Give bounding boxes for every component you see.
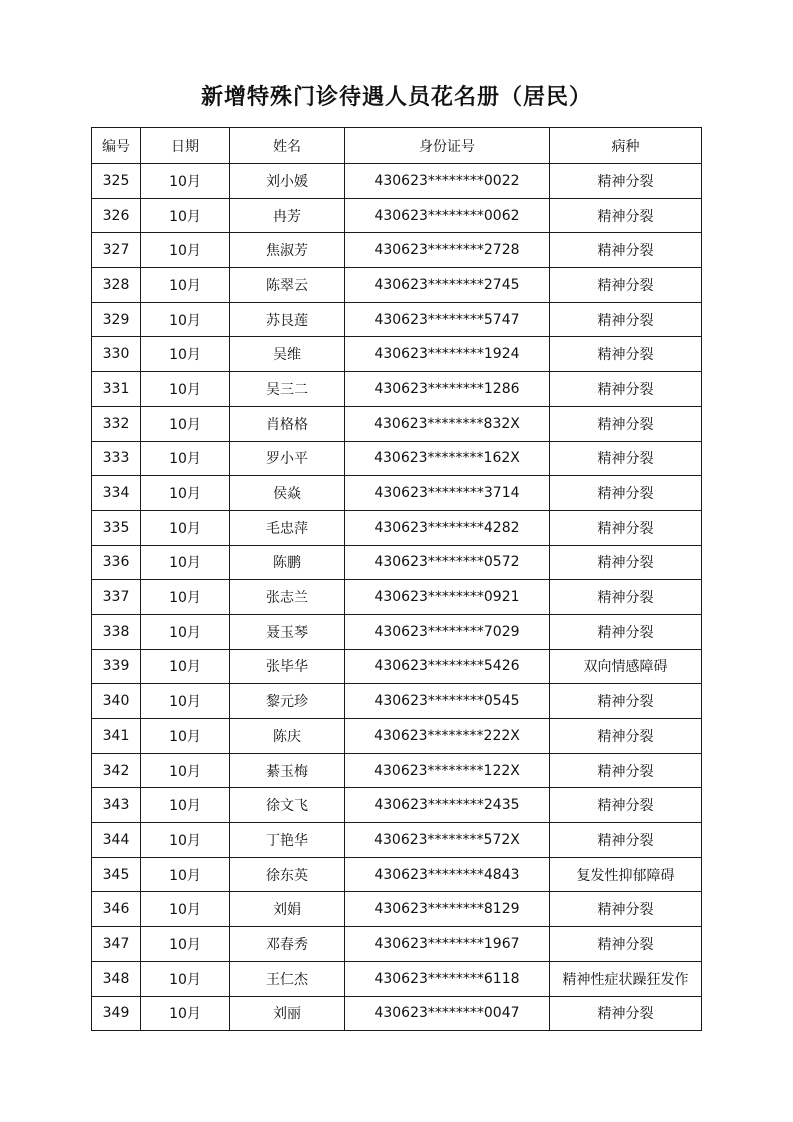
table-row <box>92 961 702 996</box>
cell-disease: 精神分裂 <box>550 927 702 962</box>
cell-disease: 精神分裂 <box>550 337 702 372</box>
cell-number: 341 <box>92 719 141 754</box>
cell-disease: 精神分裂 <box>550 545 702 580</box>
cell-date: 10月 <box>141 198 230 233</box>
table-row <box>92 337 702 372</box>
cell-number: 329 <box>92 302 141 337</box>
cell-number: 328 <box>92 268 141 303</box>
cell-name: 徐文飞 <box>230 788 345 823</box>
cell-id-number: 430623********8129 <box>345 892 550 927</box>
cell-name: 黎元珍 <box>230 684 345 719</box>
cell-date: 10月 <box>141 441 230 476</box>
cell-name: 张毕华 <box>230 649 345 684</box>
table-row <box>92 476 702 511</box>
table-row <box>92 198 702 233</box>
header-name: 姓名 <box>230 128 345 164</box>
cell-name: 陈鹏 <box>230 545 345 580</box>
cell-disease: 精神分裂 <box>550 580 702 615</box>
cell-number: 325 <box>92 164 141 199</box>
table-row <box>92 510 702 545</box>
cell-disease: 精神分裂 <box>550 892 702 927</box>
table-row <box>92 372 702 407</box>
cell-disease: 精神分裂 <box>550 510 702 545</box>
cell-name: 陈庆 <box>230 719 345 754</box>
cell-number: 346 <box>92 892 141 927</box>
cell-id-number: 430623********2728 <box>345 233 550 268</box>
cell-id-number: 430623********2435 <box>345 788 550 823</box>
cell-date: 10月 <box>141 788 230 823</box>
cell-disease: 精神分裂 <box>550 996 702 1031</box>
cell-disease: 精神分裂 <box>550 823 702 858</box>
cell-id-number: 430623********0572 <box>345 545 550 580</box>
cell-name: 王仁杰 <box>230 961 345 996</box>
cell-date: 10月 <box>141 961 230 996</box>
cell-name: 吴三二 <box>230 372 345 407</box>
cell-number: 334 <box>92 476 141 511</box>
cell-number: 339 <box>92 649 141 684</box>
cell-date: 10月 <box>141 580 230 615</box>
header-disease: 病种 <box>550 128 702 164</box>
table-row <box>92 302 702 337</box>
cell-disease: 精神性症状躁狂发作 <box>550 961 702 996</box>
cell-id-number: 430623********4282 <box>345 510 550 545</box>
cell-date: 10月 <box>141 927 230 962</box>
table-row <box>92 441 702 476</box>
cell-name: 刘娟 <box>230 892 345 927</box>
table-row <box>92 788 702 823</box>
roster-table <box>91 127 702 1031</box>
cell-date: 10月 <box>141 823 230 858</box>
cell-id-number: 430623********3714 <box>345 476 550 511</box>
table-header-row <box>92 128 702 164</box>
cell-number: 349 <box>92 996 141 1031</box>
table-row <box>92 823 702 858</box>
cell-date: 10月 <box>141 510 230 545</box>
cell-date: 10月 <box>141 372 230 407</box>
cell-date: 10月 <box>141 719 230 754</box>
cell-number: 335 <box>92 510 141 545</box>
cell-date: 10月 <box>141 164 230 199</box>
cell-name: 刘丽 <box>230 996 345 1031</box>
cell-id-number: 430623********162X <box>345 441 550 476</box>
table-body <box>92 164 702 1031</box>
cell-number: 330 <box>92 337 141 372</box>
table-row <box>92 406 702 441</box>
cell-disease: 复发性抑郁障碍 <box>550 857 702 892</box>
cell-date: 10月 <box>141 233 230 268</box>
table-row <box>92 268 702 303</box>
cell-id-number: 430623********7029 <box>345 614 550 649</box>
cell-date: 10月 <box>141 996 230 1031</box>
cell-name: 罗小平 <box>230 441 345 476</box>
cell-number: 333 <box>92 441 141 476</box>
cell-number: 326 <box>92 198 141 233</box>
cell-number: 336 <box>92 545 141 580</box>
cell-id-number: 430623********1286 <box>345 372 550 407</box>
cell-name: 聂玉琴 <box>230 614 345 649</box>
cell-number: 327 <box>92 233 141 268</box>
cell-name: 刘小媛 <box>230 164 345 199</box>
cell-date: 10月 <box>141 614 230 649</box>
cell-date: 10月 <box>141 684 230 719</box>
table-row <box>92 927 702 962</box>
table-row <box>92 996 702 1031</box>
cell-id-number: 430623********6118 <box>345 961 550 996</box>
cell-id-number: 430623********5747 <box>345 302 550 337</box>
cell-id-number: 430623********5426 <box>345 649 550 684</box>
cell-number: 347 <box>92 927 141 962</box>
cell-date: 10月 <box>141 857 230 892</box>
cell-id-number: 430623********0545 <box>345 684 550 719</box>
cell-id-number: 430623********0047 <box>345 996 550 1031</box>
cell-disease: 精神分裂 <box>550 233 702 268</box>
cell-name: 焦淑芳 <box>230 233 345 268</box>
cell-id-number: 430623********2745 <box>345 268 550 303</box>
cell-disease: 精神分裂 <box>550 198 702 233</box>
page-title: 新增特殊门诊待遇人员花名册（居民） <box>200 84 592 110</box>
cell-name: 冉芳 <box>230 198 345 233</box>
cell-date: 10月 <box>141 753 230 788</box>
cell-name: 丁艳华 <box>230 823 345 858</box>
cell-name: 侯焱 <box>230 476 345 511</box>
cell-id-number: 430623********0022 <box>345 164 550 199</box>
cell-date: 10月 <box>141 892 230 927</box>
table-row <box>92 892 702 927</box>
cell-date: 10月 <box>141 649 230 684</box>
table-row <box>92 684 702 719</box>
cell-name: 苏艮莲 <box>230 302 345 337</box>
cell-number: 340 <box>92 684 141 719</box>
cell-disease: 精神分裂 <box>550 684 702 719</box>
cell-id-number: 430623********1924 <box>345 337 550 372</box>
cell-disease: 精神分裂 <box>550 476 702 511</box>
cell-disease: 双向情感障碍 <box>550 649 702 684</box>
cell-disease: 精神分裂 <box>550 164 702 199</box>
table-row <box>92 857 702 892</box>
cell-name: 邓春秀 <box>230 927 345 962</box>
cell-id-number: 430623********0062 <box>345 198 550 233</box>
cell-disease: 精神分裂 <box>550 268 702 303</box>
cell-id-number: 430623********572X <box>345 823 550 858</box>
cell-number: 348 <box>92 961 141 996</box>
cell-date: 10月 <box>141 302 230 337</box>
cell-date: 10月 <box>141 337 230 372</box>
cell-id-number: 430623********0921 <box>345 580 550 615</box>
cell-date: 10月 <box>141 268 230 303</box>
cell-name: 毛忠萍 <box>230 510 345 545</box>
cell-id-number: 430623********1967 <box>345 927 550 962</box>
table-row <box>92 719 702 754</box>
cell-name: 陈翠云 <box>230 268 345 303</box>
cell-number: 344 <box>92 823 141 858</box>
cell-name: 肖格格 <box>230 406 345 441</box>
cell-disease: 精神分裂 <box>550 372 702 407</box>
cell-id-number: 430623********122X <box>345 753 550 788</box>
header-id-number: 身份证号 <box>345 128 550 164</box>
cell-date: 10月 <box>141 406 230 441</box>
cell-name: 张志兰 <box>230 580 345 615</box>
table-row <box>92 545 702 580</box>
cell-number: 345 <box>92 857 141 892</box>
table-row <box>92 233 702 268</box>
cell-disease: 精神分裂 <box>550 614 702 649</box>
cell-disease: 精神分裂 <box>550 753 702 788</box>
header-date: 日期 <box>141 128 230 164</box>
cell-name: 徐东英 <box>230 857 345 892</box>
table-row <box>92 164 702 199</box>
header-number: 编号 <box>92 128 141 164</box>
cell-id-number: 430623********832X <box>345 406 550 441</box>
cell-date: 10月 <box>141 476 230 511</box>
cell-disease: 精神分裂 <box>550 302 702 337</box>
cell-disease: 精神分裂 <box>550 788 702 823</box>
cell-date: 10月 <box>141 545 230 580</box>
cell-name: 吴维 <box>230 337 345 372</box>
cell-id-number: 430623********222X <box>345 719 550 754</box>
cell-name: 綦玉梅 <box>230 753 345 788</box>
cell-number: 338 <box>92 614 141 649</box>
table-row <box>92 580 702 615</box>
cell-disease: 精神分裂 <box>550 441 702 476</box>
table-row <box>92 614 702 649</box>
cell-id-number: 430623********4843 <box>345 857 550 892</box>
cell-number: 343 <box>92 788 141 823</box>
cell-number: 331 <box>92 372 141 407</box>
cell-number: 342 <box>92 753 141 788</box>
cell-number: 332 <box>92 406 141 441</box>
table-row <box>92 753 702 788</box>
cell-disease: 精神分裂 <box>550 719 702 754</box>
table-row <box>92 649 702 684</box>
cell-disease: 精神分裂 <box>550 406 702 441</box>
cell-number: 337 <box>92 580 141 615</box>
